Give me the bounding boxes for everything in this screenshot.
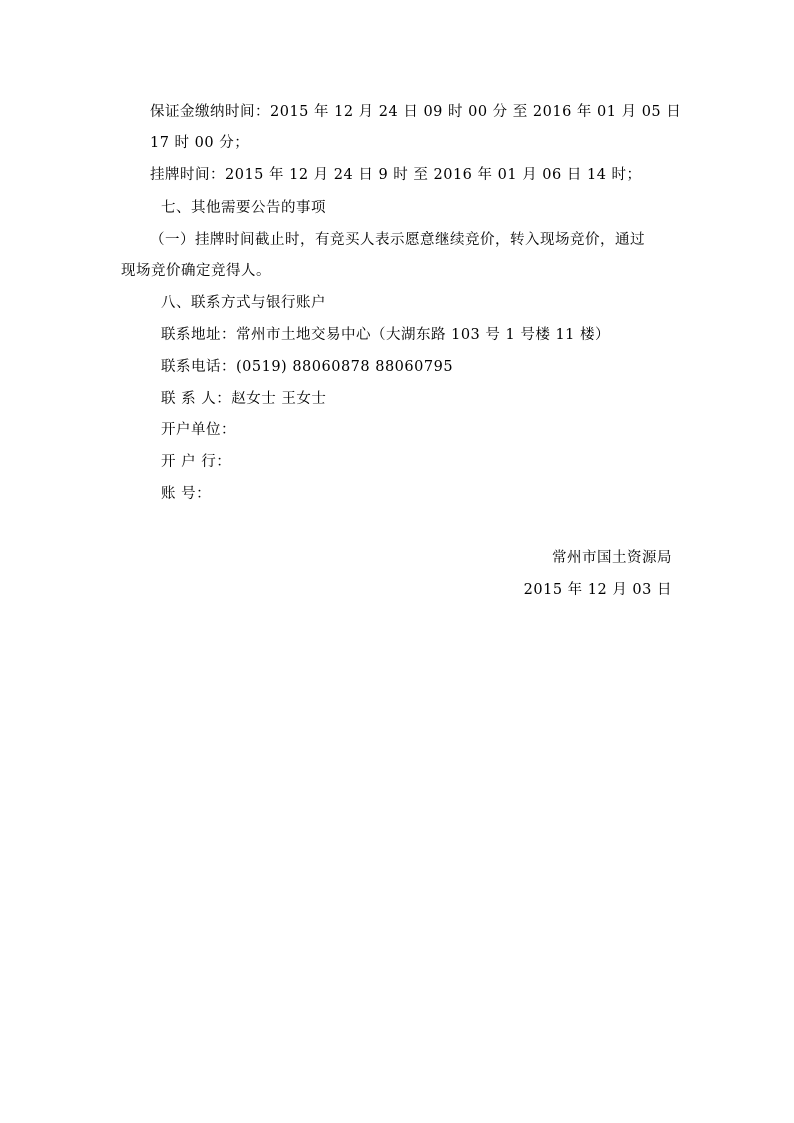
account-unit: 开户单位： [161,422,236,438]
deposit-time-line-2: 17 时 00 分； [150,135,250,151]
section-7-item-1-line-1: （一）挂牌时间截止时，有竞买人表示愿意继续竞价，转入现场竞价，通过 [150,232,645,248]
section-7-heading: 七、其他需要公告的事项 [161,200,326,216]
contact-address: 联系地址：常州市土地交易中心（大湖东路 103 号 1 号楼 11 楼） [161,327,611,343]
section-8-heading: 八、联系方式与银行账户 [161,295,326,311]
listing-time: 挂牌时间：2015 年 12 月 24 日 9 时 至 2016 年 01 月 06 日 14 时； [150,167,642,183]
contact-person: 联 系 人：赵女士 王女士 [161,391,327,407]
contact-phone: 联系电话：(0519) 88060878 88060795 [161,359,454,375]
signature-date: 2015 年 12 月 03 日 [523,582,672,598]
deposit-time-line-1: 保证金缴纳时间：2015 年 12 月 24 日 09 时 00 分 至 2016 年 01 月 05 日 [150,104,682,120]
account-bank: 开 户 行： [161,454,232,470]
section-7-item-1-line-2: 现场竞价确定竞得人。 [121,263,271,279]
signature-organization: 常州市国土资源局 [552,550,672,566]
account-number: 账 号： [161,486,212,502]
